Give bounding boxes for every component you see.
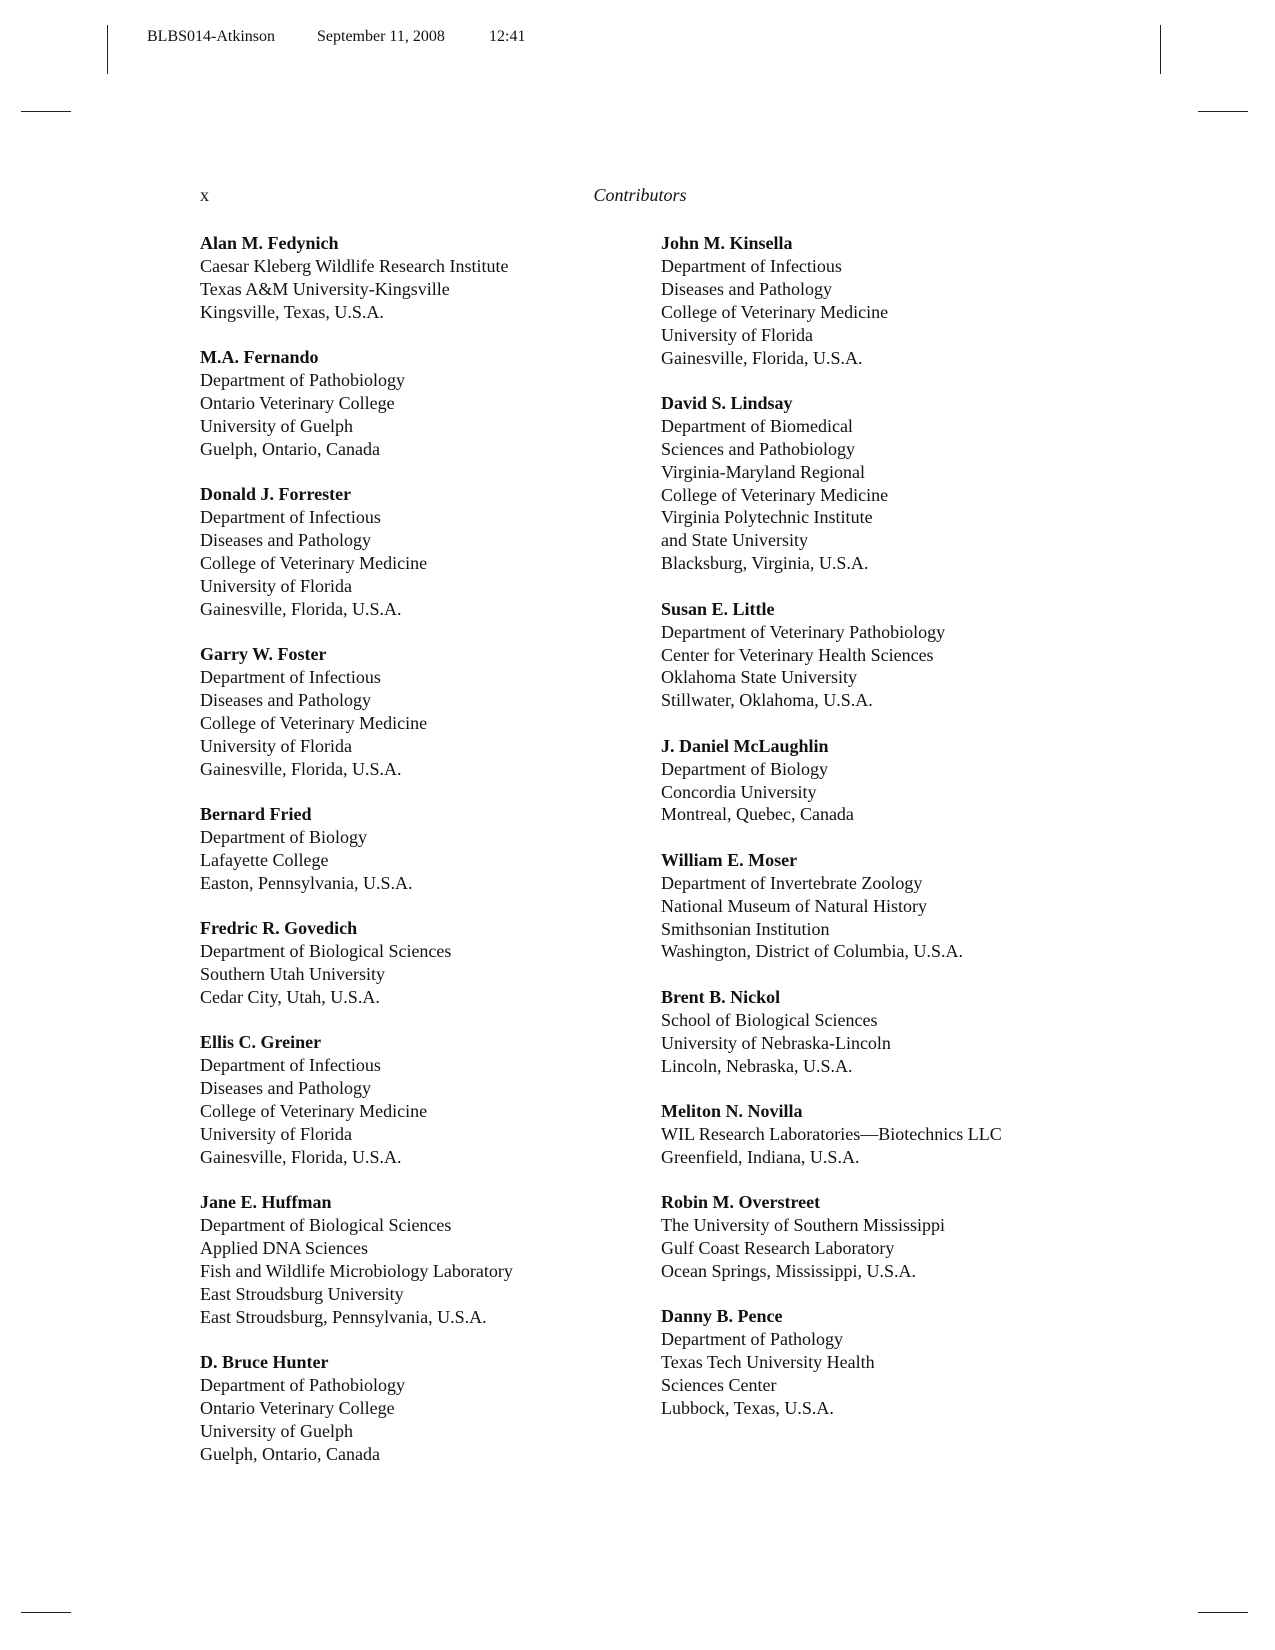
contributor-name: Donald J. Forrester <box>200 484 352 505</box>
contributor-name: Alan M. Fedynich <box>200 233 339 253</box>
contributor-affiliation-line: Department of Veterinary Pathobiology <box>661 621 946 642</box>
contributor-name: Fredric R. Govedich <box>200 918 358 939</box>
contributor-affiliation-line: University of Florida <box>200 735 352 756</box>
contributors-right-column <box>661 232 1101 1442</box>
contributor-name: M.A. Fernando <box>200 347 319 368</box>
contributor-affiliation-line: Department of Pathology <box>661 1329 843 1350</box>
crop-mark-top-left-horizontal <box>21 111 71 112</box>
contributor-affiliation-line: College of Veterinary Medicine <box>661 301 889 322</box>
contributor-entry <box>661 735 1101 827</box>
contributor-affiliation-line: University of Nebraska-Lincoln <box>661 1032 891 1053</box>
contributor-affiliation-line: Washington, District of Columbia, U.S.A. <box>661 941 964 962</box>
contributor-entry <box>200 483 630 620</box>
contributor-affiliation-line: Kingsville, Texas, U.S.A. <box>200 301 384 322</box>
contributor-affiliation-line: Gainesville, Florida, U.S.A. <box>200 598 402 619</box>
contributor-affiliation-line: School of Biological Sciences <box>661 1009 878 1030</box>
contributor-affiliation-line: College of Veterinary Medicine <box>200 712 428 733</box>
contributor-affiliation-line: Department of Pathobiology <box>200 1375 405 1396</box>
contributor-entry <box>661 1305 1101 1420</box>
contributor-affiliation-line: Department of Invertebrate Zoology <box>661 872 923 893</box>
contributor-affiliation-line: Department of Biological Sciences <box>200 941 452 962</box>
print-header <box>147 27 525 47</box>
contributor-entry <box>661 232 1101 369</box>
contributor-entry <box>200 917 630 1009</box>
contributor-affiliation-line: Department of Biology <box>200 826 367 847</box>
contributor-entry <box>661 986 1101 1078</box>
contributor-affiliation-line: East Stroudsburg, Pennsylvania, U.S.A. <box>200 1306 487 1327</box>
contributor-affiliation-line: Department of Infectious <box>200 507 381 528</box>
contributor-entry <box>661 1100 1101 1169</box>
contributor-affiliation-line: Department of Biology <box>661 758 828 779</box>
contributor-affiliation-line: Diseases and Pathology <box>200 529 371 550</box>
contributor-affiliation-line: Ontario Veterinary College <box>200 392 395 413</box>
contributor-affiliation-line: Fish and Wildlife Microbiology Laboratory <box>200 1260 513 1281</box>
contributor-affiliation-line: Sciences Center <box>661 1375 777 1396</box>
contributor-affiliation-line: College of Veterinary Medicine <box>661 484 889 505</box>
contributor-affiliation-line: National Museum of Natural History <box>661 895 927 916</box>
contributor-name: Brent B. Nickol <box>661 986 781 1007</box>
header-date: September 11, 2008 <box>317 28 445 45</box>
contributor-entry <box>200 346 630 461</box>
contributor-affiliation-line: Gulf Coast Research Laboratory <box>661 1238 895 1259</box>
contributor-entry <box>200 1191 630 1328</box>
contributor-name: J. Daniel McLaughlin <box>661 735 829 756</box>
contributor-affiliation-line: University of Florida <box>200 575 352 596</box>
contributor-affiliation-line: Department of Biological Sciences <box>200 1215 452 1236</box>
contributor-affiliation-line: Department of Biomedical <box>661 415 853 436</box>
contributor-affiliation-line: Cedar City, Utah, U.S.A. <box>200 986 380 1007</box>
contributor-affiliation-line: Ontario Veterinary College <box>200 1397 395 1418</box>
page-number: x <box>200 185 209 205</box>
contributor-affiliation-line: Diseases and Pathology <box>661 278 832 299</box>
contributor-name: Robin M. Overstreet <box>661 1192 821 1213</box>
contributor-affiliation-line: Department of Infectious <box>661 255 842 276</box>
contributor-affiliation-line: Gainesville, Florida, U.S.A. <box>200 758 402 779</box>
contributor-affiliation-line: College of Veterinary Medicine <box>200 552 428 573</box>
crop-mark-bottom-right-horizontal <box>1198 1612 1248 1613</box>
contributor-name: Ellis C. Greiner <box>200 1032 322 1053</box>
contributor-affiliation-line: Virginia Polytechnic Institute <box>661 507 873 528</box>
contributor-affiliation-line: Texas A&M University-Kingsville <box>200 278 450 299</box>
contributor-entry <box>200 1031 630 1168</box>
contributor-affiliation-line: Oklahoma State University <box>661 667 857 688</box>
contributor-name: Danny B. Pence <box>661 1306 783 1327</box>
contributor-affiliation-line: Smithsonian Institution <box>661 918 830 939</box>
contributor-affiliation-line: College of Veterinary Medicine <box>200 1101 428 1121</box>
contributor-entry <box>661 392 1101 575</box>
contributor-name: William E. Moser <box>661 849 798 870</box>
crop-mark-top-right-horizontal <box>1198 111 1248 112</box>
contributor-affiliation-line: Guelph, Ontario, Canada <box>200 438 380 459</box>
contributor-entry <box>200 803 630 895</box>
contributor-affiliation-line: Texas Tech University Health <box>661 1352 875 1373</box>
contributor-affiliation-line: Diseases and Pathology <box>200 1078 371 1099</box>
contributor-affiliation-line: Blacksburg, Virginia, U.S.A. <box>661 553 869 574</box>
contributor-entry <box>200 232 630 324</box>
contributor-affiliation-line: Department of Infectious <box>200 1055 381 1076</box>
contributor-affiliation-line: Concordia University <box>661 781 817 802</box>
contributor-affiliation-line: University of Guelph <box>200 415 353 436</box>
crop-mark-top-left-vertical <box>107 25 108 74</box>
contributor-name: John M. Kinsella <box>661 233 793 253</box>
contributor-affiliation-line: Greenfield, Indiana, U.S.A. <box>661 1146 860 1167</box>
contributor-affiliation-line: Caesar Kleberg Wildlife Research Institute <box>200 255 509 276</box>
contributor-affiliation-line: and State University <box>661 530 808 551</box>
contributor-name: Jane E. Huffman <box>200 1192 332 1213</box>
contributor-name: David S. Lindsay <box>661 392 793 413</box>
contributor-affiliation-line: Virginia-Maryland Regional <box>661 461 866 482</box>
contributor-affiliation-line: Stillwater, Oklahoma, U.S.A. <box>661 690 873 711</box>
contributor-name: Bernard Fried <box>200 804 312 825</box>
contributor-affiliation-line: Gainesville, Florida, U.S.A. <box>661 347 863 368</box>
contributor-entry <box>200 1351 630 1466</box>
contributor-name: Susan E. Little <box>661 598 775 619</box>
contributor-name: Meliton N. Novilla <box>661 1101 803 1121</box>
contributor-entry <box>661 1191 1101 1283</box>
contributors-left-column <box>200 232 630 1488</box>
contributor-affiliation-line: Department of Infectious <box>200 667 381 687</box>
running-head: Contributors <box>593 185 687 205</box>
contributor-affiliation-line: Southern Utah University <box>200 963 385 984</box>
contributor-affiliation-line: WIL Research Laboratories—Biotechnics LLC <box>661 1123 1002 1144</box>
contributor-affiliation-line: Sciences and Pathobiology <box>661 438 855 459</box>
contributor-affiliation-line: Lubbock, Texas, U.S.A. <box>661 1397 834 1418</box>
header-code: BLBS014-Atkinson <box>147 28 276 45</box>
contributor-affiliation-line: Diseases and Pathology <box>200 689 371 710</box>
contributor-entry <box>661 849 1101 964</box>
contributor-affiliation-line: Gainesville, Florida, U.S.A. <box>200 1146 402 1167</box>
contributor-affiliation-line: Ocean Springs, Mississippi, U.S.A. <box>661 1260 917 1281</box>
contributor-affiliation-line: University of Guelph <box>200 1420 353 1441</box>
contributor-affiliation-line: Easton, Pennsylvania, U.S.A. <box>200 872 413 893</box>
contributor-affiliation-line: Montreal, Quebec, Canada <box>661 804 854 825</box>
contributor-affiliation-line: Applied DNA Sciences <box>200 1238 368 1259</box>
contributor-affiliation-line: East Stroudsburg University <box>200 1283 404 1304</box>
crop-mark-bottom-left-horizontal <box>21 1612 71 1613</box>
contributor-name: Garry W. Foster <box>200 644 327 665</box>
contributor-affiliation-line: Department of Pathobiology <box>200 370 405 391</box>
contributor-entry <box>200 643 630 780</box>
contributor-affiliation-line: The University of Southern Mississippi <box>661 1215 945 1236</box>
contributor-affiliation-line: Center for Veterinary Health Sciences <box>661 644 934 665</box>
crop-mark-top-right-vertical <box>1160 25 1161 74</box>
contributor-entry <box>661 598 1101 713</box>
header-time: 12:41 <box>489 28 526 45</box>
contributor-affiliation-line: Lafayette College <box>200 849 329 870</box>
contributor-affiliation-line: Guelph, Ontario, Canada <box>200 1443 380 1464</box>
contributor-affiliation-line: Lincoln, Nebraska, U.S.A. <box>661 1055 853 1076</box>
contributor-affiliation-line: University of Florida <box>661 324 813 345</box>
contributor-affiliation-line: University of Florida <box>200 1123 352 1144</box>
contributor-name: D. Bruce Hunter <box>200 1352 329 1373</box>
